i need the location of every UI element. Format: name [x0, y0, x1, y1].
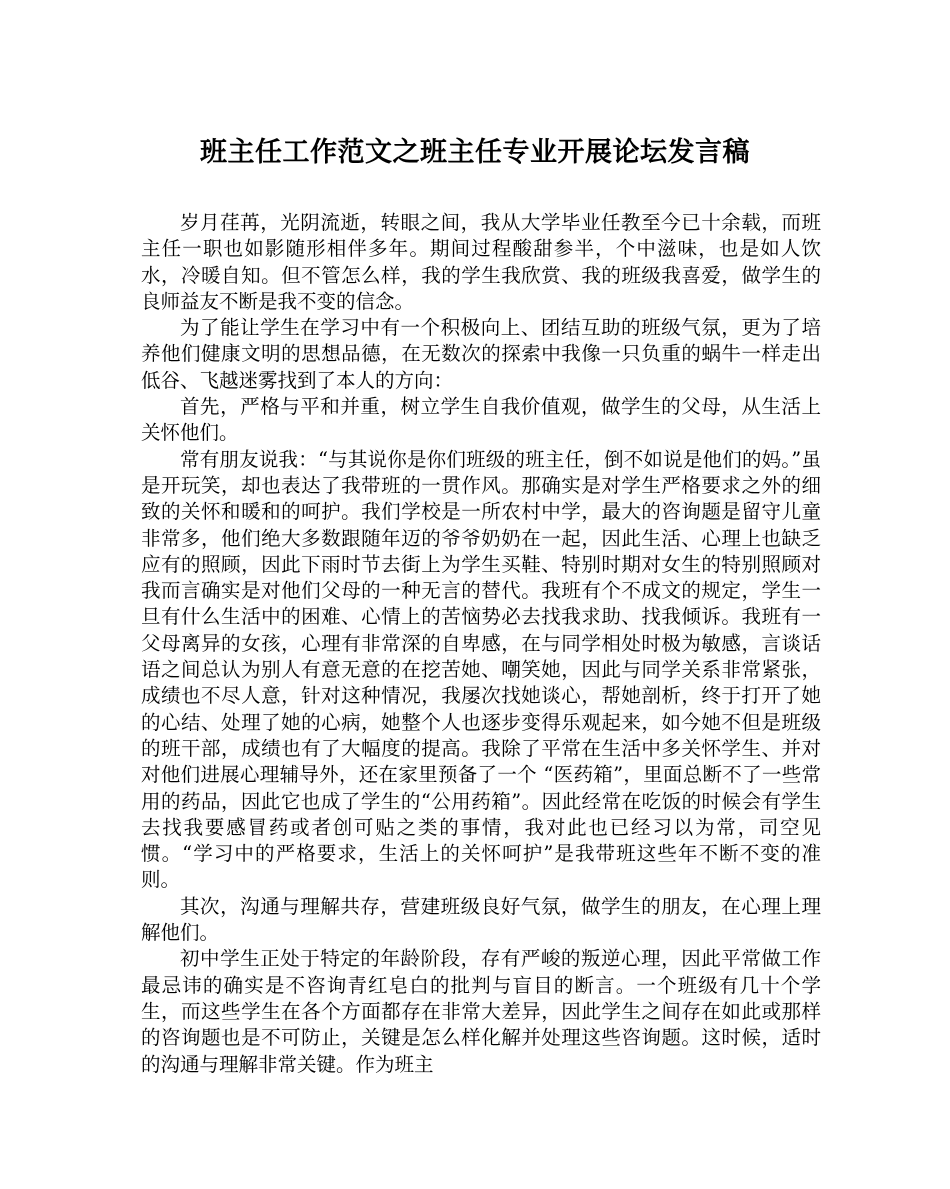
paragraph: 为了能让学生在学习中有一个积极向上、团结互助的班级气氛，更为了培养他们健康文明的思想品德，在无数次的探索中我像一只负重的蜗牛一样走出低谷、飞越迷雾找到了本人的方向：	[141, 316, 821, 392]
paragraph: 岁月荏苒，光阴流逝，转眼之间，我从大学毕业任教至今已十余载，而班主任一职也如影随形相伴多年。期间过程酸甜参半，个中滋味，也是如人饮水，冷暖自知。但不管怎么样，我的学生我欣赏、我的班级我喜爱，做学生的良师益友不断是我不变的信念。	[141, 211, 821, 313]
paragraph: 常有朋友说我：“与其说你是你们班级的班主任，倒不如说是他们的妈。”虽是开玩笑，却也表达了我带班的一贯作风。那确实是对学生严格要求之外的细致的关怀和暖和的呵护。我们学校是一所农村中学，最大的咨询题是留守儿童非常多，他们绝大多数跟随年迈的爷爷奶奶在一起，因此生活、心理上也缺乏应有的照顾，因此下雨时节去街上为学生买鞋、特别时期对女生的特别照顾对我而言确实是对他们父母的一种无言的替代。我班有个不成文的规定，学生一旦有什么生活中的困难、心情上的苦恼势必去找我求助、找我倾诉。我班有一父母离异的女孩，心理有非常深的自卑感，在与同学相处时极为敏感，言谈话语之间总认为别人有意无意的在挖苦她、嘲笑她，因此与同学关系非常紧张，成绩也不尽人意，针对这种情况，我屡次找她谈心，帮她剖析，终于打开了她的心结、处理了她的心病，她整个人也逐步变得乐观起来，如今她不但是班级的班干部，成绩也有了大幅度的提高。我除了平常在生活中多关怀学生、并对对他们进展心理辅导外，还在家里预备了一个 “医药箱”，里面总断不了一些常用的药品，因此它也成了学生的“公用药箱”。因此经常在吃饭的时候会有学生去找我要感冒药或者创可贴之类的事情，我对此也已经习以为常，司空见惯。“学习中的严格要求，生活上的关怀呵护”是我带班这些年不断不变的准则。	[141, 447, 821, 892]
document-body	[141, 210, 821, 1078]
paragraph: 初中学生正处于特定的年龄阶段，存有严峻的叛逆心理，因此平常做工作最忌讳的确实是不咨询青红皂白的批判与盲目的断言。一个班级有几十个学生，而这些学生在各个方面都存在非常大差异，因此学生之间存在如此或那样的咨询题也是不可防止，关键是怎么样化解并处理这些咨询题。这时候，适时的沟通与理解非常关键。作为班主	[141, 947, 821, 1076]
paragraph: 首先，严格与平和并重，树立学生自我价值观，做学生的父母，从生活上关怀他们。	[141, 395, 821, 445]
document-title: 班主任工作范文之班主任专业开展论坛发言稿	[200, 137, 750, 168]
paragraph: 其次，沟通与理解共存，营建班级良好气氛，做学生的朋友，在心理上理解他们。	[141, 894, 821, 945]
